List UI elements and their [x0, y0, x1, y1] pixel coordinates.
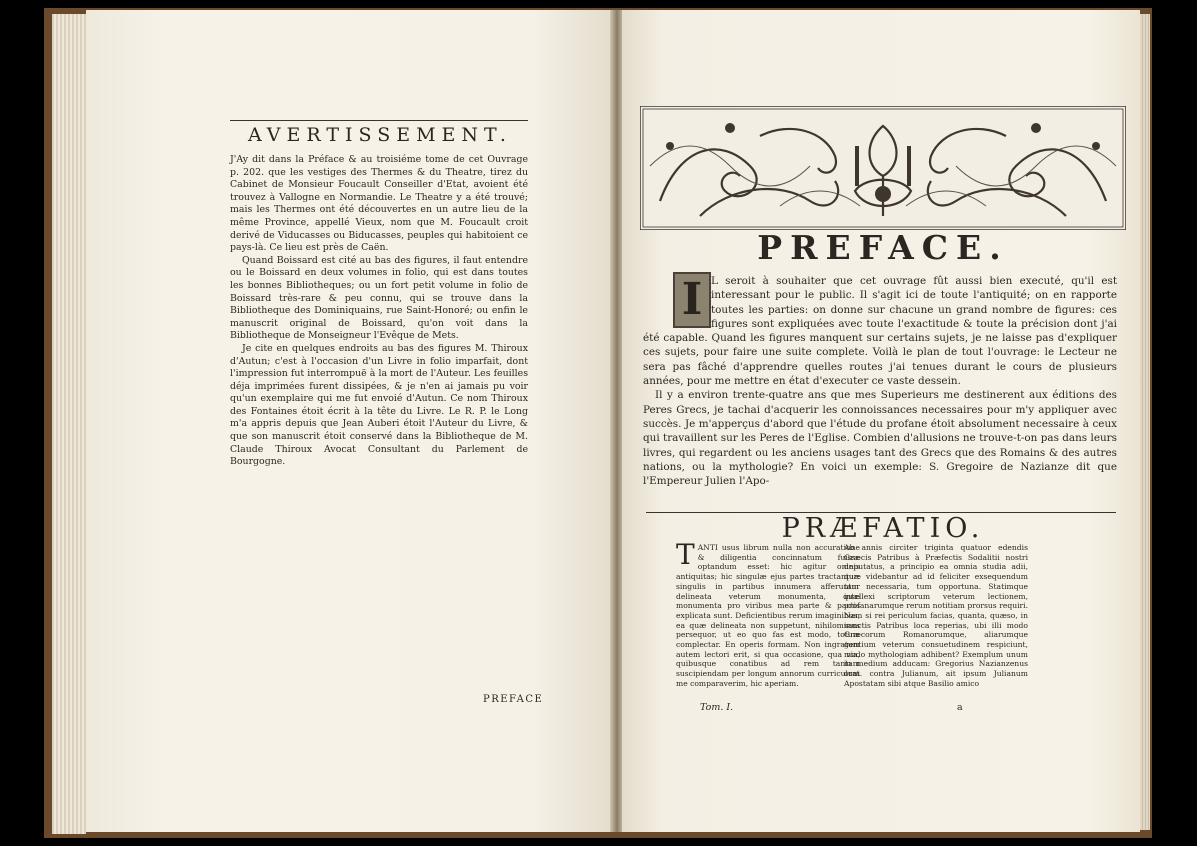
preface-title: PREFACE.	[757, 228, 1009, 267]
ornamental-headpiece	[640, 106, 1126, 230]
preface-text	[643, 274, 1117, 488]
avertissement-title: AVERTISSEMENT.	[248, 124, 512, 146]
signature-mark: a	[957, 702, 963, 713]
avertissement-paragraph-2: Quand Boissard est cité au bas des figures, il faut entendre ou le Boissard en deux volumes in folio, qui est dans toutes les bonnes Bibliotheques; ou un fort petit volume in folio de Boissard très-rare & peu connu, qui se trouve dans la Bibliotheque des Dominiquains, rue Saint-Honoré; ou enfin le manuscrit original de Boissard, qu'on voit dans la Bibliotheque de Monseigneur l'Evêque de Mets.	[230, 254, 528, 342]
preface-paragraph-1: L seroit à souhaiter que cet ouvrage fût aussi bien executé, qu'il est interessant pour le public. Il s'agit ici de toute l'antiquité; on en rapporte toutes les parties: on donne sur chacune un grand nombre de figures: ces figures sont expliquées avec toute l'exactitude & toute la précision dont j'ai été capable. Quand les figures manquent sur certains sujets, je ne laisse pas d'expliquer ces sujets, pour faire une suite complete. Voilà le plan de tout l'ouvrage: le Lecteur ne sera pas fâché d'apprendre quelles routes j'ai tenues durant le cours de plusieurs années, pour me mettre en état d'executer ce vaste dessein.	[643, 275, 1117, 388]
latin-text-left: ANTI usus librum nulla non accuratione & diligentia concinnatum fuisse optandum esset: hic agitur omnis antiquitas; hic singulæ ejus partes tractantur: singulis in partibus innumera afferuntur delineata veterum monumenta, quæ monumenta pro viribus mea parte & pactis explicata sunt. Deficientibus rerum imaginibus, ea quæ delineata non suppetunt, nihilominus persequor, ut eo quo fas est modo, totum complectar. En operis formam. Non ingratum autem lectori erit, si qua occasione, qua via, quibusque conatibus ad rem tantam suscipiendam per longum annorum curriculum me comparaverim, hic aperiam.	[676, 543, 860, 688]
decorated-initial	[673, 272, 711, 328]
initial-letter: I	[681, 274, 703, 325]
header-rule	[230, 120, 528, 121]
avertissement-paragraph-1: J'Ay dit dans la Préface & au troisiéme tome de cet Ouvrage p. 202. que les vestiges des Thermes & du Theatre, tirez du Cabinet de Monsieur Foucault Conseiller d'Etat, avoient été trouvez à Vallogne en Normandie. Le Theatre y a été trouvé; mais les Thermes ont été découvertes en un autre lieu de la même Province, appellé Vieux, nom que M. Foucault croit derivé de Viducasses ou Biducasses, peuples qui habitoient ce pays-là. Ce lieu est près de Caën.	[230, 154, 528, 254]
page-edges-left	[52, 14, 86, 834]
latin-text-right: Ab annis circiter triginta quatuor edendis Græcis Patribus à Præfectis Sodalitii nostri deputatus, a principio ea omnia studia adii, quæ videbantur ad id feliciter exsequendum tam necessaria, tum opportuna. Statimque intellexi scriptorum veterum lectionem, profanarumque rerum notitiam prorsus requiri. Nam si rei periculum facias, quanta, quæso, in sanctis Patribus loca reperias, ubi illi modo Græcorum Romanorumque, aliarumque gentium veterum consuetudinem respiciunt, modo mythologiam adhibent? Exemplum unum in medium adducam: Gregorius Nazianzenus orat. contra Julianum, ait ipsum Julianum Apostatam sibi atque Basilio amico	[844, 543, 1028, 688]
avertissement-paragraph-3: Je cite en quelques endroits au bas des figures M. Thiroux d'Autun; c'est à l'occasion d'un Livre in folio imparfait, dont l'impression fut interrompuë à la mort de l'Auteur. Les feuilles déja imprimées furent dissipées, & je n'en ai jamais pu voir qu'un exemplaire qui me fut envoié d'Autun. Ce nom Thiroux des Fontaines étoit écrit à la tête du Livre. Le R. P. le Long m'a appris depuis que Jean Auberi étoit l'Auteur du Livre, & que son manuscrit étoit conservé dans la Bibliotheque de M. Claude Thiroux Avocat Consultant du Parlement de Bourgogne.	[230, 342, 528, 468]
latin-initial: T	[676, 538, 695, 571]
catchword: PREFACE	[483, 694, 544, 705]
page-edges-right	[1140, 14, 1150, 830]
preface-paragraph-2: Il y a environ trente-quatre ans que mes Superieurs me destinerent aux éditions des Peres Grecs, je tachai d'acquerir les connoissances necessaires pour m'y appliquer avec succès. Je m'apperçus d'abord que l'étude du profane étoit absolument necessaire à ceux qui travaillent sur les Peres de l'Eglise. Combien d'allusions ne trouve-t-on pas dans leurs livres, qui regardent ou les anciens usages tant des Grecs que des Romains & des autres nations, ou la mythologie? En voici un exemple: S. Gregoire de Nazianze dit que l'Empereur Julien l'Apo-	[643, 389, 1117, 488]
volume-marker: Tom. I.	[700, 702, 734, 713]
praefatio-title: PRÆFATIO.	[781, 513, 985, 544]
avertissement-text	[230, 154, 528, 469]
latin-column-left	[676, 538, 860, 689]
